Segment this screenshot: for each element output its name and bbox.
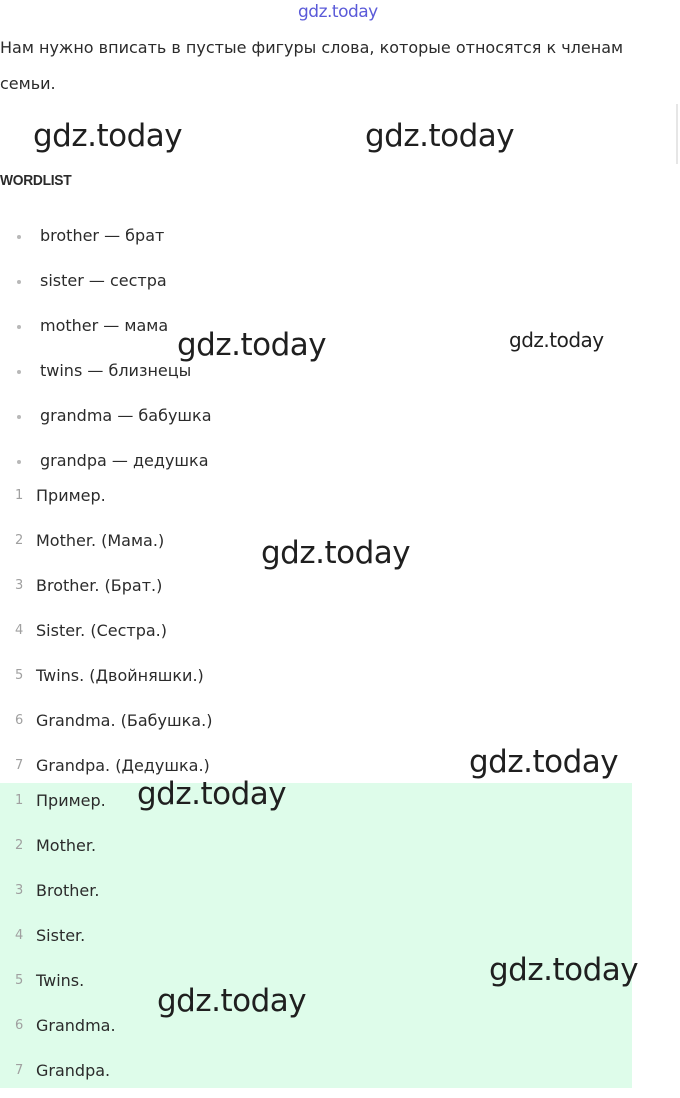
bullet-icon <box>17 460 21 464</box>
answer-text: Brother. <box>36 881 100 900</box>
item-number: 6 <box>15 713 24 728</box>
watermark: gdz.today <box>365 118 515 154</box>
watermark: gdz.today <box>469 744 619 780</box>
answer-text: Sister. (Сестра.) <box>36 621 167 640</box>
list-item <box>0 611 632 656</box>
answer-text: Grandma. (Бабушка.) <box>36 711 213 730</box>
answer-text: Grandpa. (Дедушка.) <box>36 756 210 775</box>
wordlist-entry: sister — сестра <box>40 271 167 290</box>
list-item <box>0 566 632 611</box>
item-number: 4 <box>15 928 24 943</box>
bullet-icon <box>17 325 21 329</box>
item-number: 7 <box>15 1063 24 1078</box>
item-number: 2 <box>15 838 24 853</box>
bullet-icon <box>17 280 21 284</box>
watermark: gdz.today <box>177 327 327 363</box>
list-item <box>0 828 632 873</box>
bullet-icon <box>17 415 21 419</box>
scrollbar-track <box>676 104 678 164</box>
answer-text: Пример. <box>36 486 106 505</box>
item-number: 3 <box>15 883 24 898</box>
watermark: gdz.today <box>489 952 639 988</box>
item-number: 4 <box>15 623 24 638</box>
item-number: 5 <box>15 973 24 988</box>
list-item <box>0 963 632 1008</box>
answer-list-translated <box>0 476 632 791</box>
answer-text: Brother. (Брат.) <box>36 576 163 595</box>
list-item <box>0 701 632 746</box>
watermark: gdz.today <box>261 535 411 571</box>
answer-text: Sister. <box>36 926 86 945</box>
answer-text: Mother. <box>36 836 97 855</box>
watermark: gdz.today <box>509 328 604 352</box>
answer-text: Mother. (Мама.) <box>36 531 165 550</box>
item-number: 6 <box>15 1018 24 1033</box>
item-number: 5 <box>15 668 24 683</box>
bullet-icon <box>17 235 21 239</box>
list-item <box>0 873 632 918</box>
answer-text: Twins. <box>36 971 85 990</box>
answer-text: Пример. <box>36 791 106 810</box>
item-number: 2 <box>15 533 24 548</box>
watermark: gdz.today <box>157 983 307 1019</box>
list-item <box>0 1053 632 1098</box>
wordlist-entry: twins — близнецы <box>40 361 192 380</box>
wordlist-entry: grandma — бабушка <box>40 406 212 425</box>
item-number: 7 <box>15 758 24 773</box>
item-number: 3 <box>15 578 24 593</box>
answer-list-highlighted <box>0 783 632 1088</box>
list-item <box>0 656 632 701</box>
list-item <box>0 476 632 521</box>
list-item <box>0 521 632 566</box>
wordlist-entry: brother — брат <box>40 226 165 245</box>
bullet-icon <box>17 370 21 374</box>
item-number: 1 <box>15 488 24 503</box>
list-item <box>0 918 632 963</box>
answer-text: Twins. (Двойняшки.) <box>36 666 204 685</box>
site-logo[interactable]: gdz.today <box>298 2 378 22</box>
wordlist-entry: grandpa — дедушка <box>40 451 209 470</box>
wordlist-heading: WORDLIST <box>0 172 72 189</box>
list-item <box>0 783 632 828</box>
watermark: gdz.today <box>137 776 287 812</box>
intro-text: Нам нужно вписать в пустые фигуры слова, которые относятся к членам семьи. <box>0 38 624 93</box>
item-number: 1 <box>15 793 24 808</box>
answer-text: Grandma. <box>36 1016 116 1035</box>
answer-text: Grandpa. <box>36 1061 111 1080</box>
list-item <box>0 1008 632 1053</box>
wordlist-entry: mother — мама <box>40 316 169 335</box>
watermark: gdz.today <box>33 118 183 154</box>
